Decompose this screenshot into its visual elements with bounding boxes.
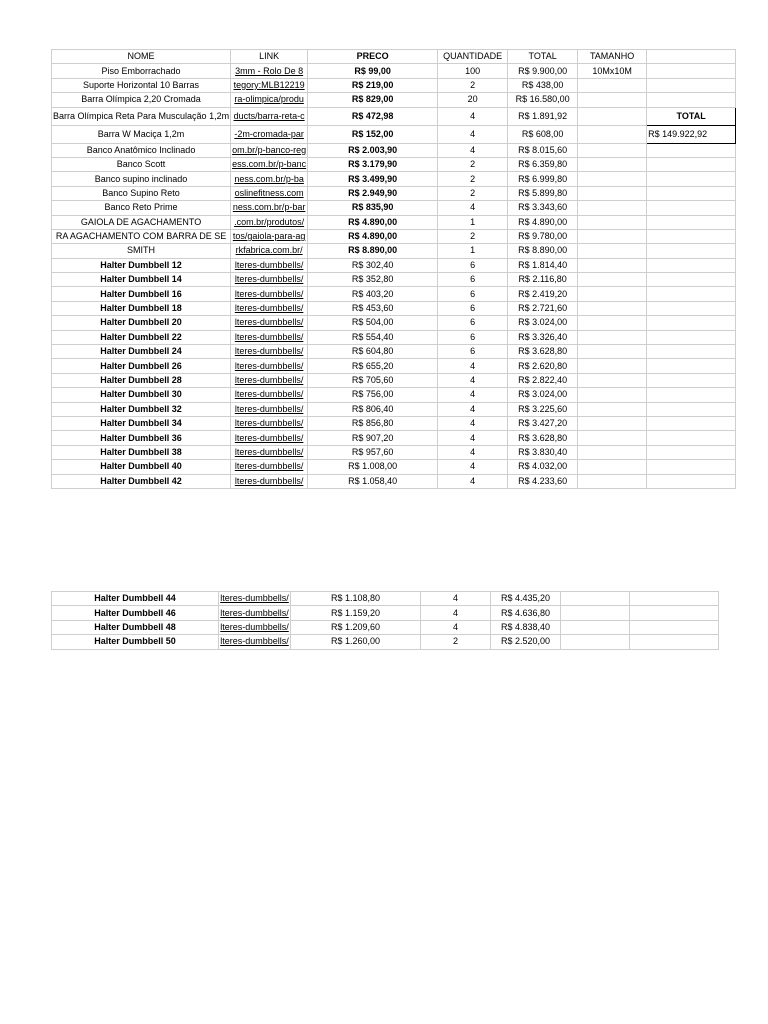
table-row [52,373,736,387]
summary-total-label: TOTAL [647,107,736,125]
cell-preco: R$ 152,00 [308,125,438,143]
table-row [52,359,736,373]
cell-preco: R$ 504,00 [308,316,438,330]
cell-nome: Halter Dumbbell 38 [52,445,231,459]
cell-preco: R$ 2.003,90 [308,143,438,157]
table-row [52,287,736,301]
cell-tamanho [578,186,647,200]
cell-nome: Barra W Maciça 1,2m [52,125,231,143]
cell-tamanho [578,445,647,459]
cell-total: R$ 2.419,20 [508,287,578,301]
cell-quantidade: 4 [438,373,508,387]
cell-preco: R$ 4.890,00 [308,229,438,243]
cell-link[interactable]: lteres-dumbbells/ [231,388,308,402]
empty-cell [647,64,736,78]
cell-tamanho [561,635,630,649]
cell-preco: R$ 352,80 [308,273,438,287]
cell-link[interactable]: -2m-cromada-par [231,125,308,143]
cell-tamanho [578,359,647,373]
table-row [52,215,736,229]
cell-tamanho [578,474,647,488]
cell-tamanho [578,258,647,272]
cell-nome: Banco Anatômico Inclinado [52,143,231,157]
cell-link[interactable]: lteres-dumbbells/ [231,258,308,272]
cell-quantidade: 4 [438,431,508,445]
cell-total: R$ 2.620,80 [508,359,578,373]
empty-cell [647,416,736,430]
header-total: TOTAL [508,50,578,64]
cell-nome: Halter Dumbbell 24 [52,345,231,359]
cell-quantidade: 4 [438,107,508,125]
cell-nome: Halter Dumbbell 34 [52,416,231,430]
cell-nome: Piso Emborrachado [52,64,231,78]
cell-quantidade: 1 [438,215,508,229]
empty-cell [647,460,736,474]
cell-preco: R$ 554,40 [308,330,438,344]
cell-nome: Halter Dumbbell 36 [52,431,231,445]
spreadsheet-table-page2 [51,591,719,650]
cell-link[interactable]: .com.br/produtos/ [231,215,308,229]
cell-quantidade: 4 [438,460,508,474]
cell-quantidade: 4 [438,388,508,402]
cell-total: R$ 1.814,40 [508,258,578,272]
cell-link[interactable]: om.br/p-banco-reg [231,143,308,157]
table-row [52,388,736,402]
cell-quantidade: 20 [438,93,508,107]
cell-total: R$ 3.427,20 [508,416,578,430]
cell-tamanho [578,431,647,445]
table-row [52,316,736,330]
cell-total: R$ 608,00 [508,125,578,143]
table-row [52,620,719,634]
table-row [52,273,736,287]
table-row [52,402,736,416]
table-row [52,592,719,606]
cell-total: R$ 3.225,60 [508,402,578,416]
cell-preco: R$ 756,00 [308,388,438,402]
cell-link[interactable]: lteres-dumbbells/ [231,373,308,387]
cell-preco: R$ 655,20 [308,359,438,373]
empty-cell [647,445,736,459]
cell-tamanho [578,143,647,157]
cell-preco: R$ 1.209,60 [291,620,421,634]
cell-quantidade: 2 [438,157,508,171]
table-row [52,186,736,200]
cell-quantidade: 6 [438,345,508,359]
cell-total: R$ 2.520,00 [491,635,561,649]
cell-tamanho [578,316,647,330]
table-row [52,64,736,78]
cell-total: R$ 2.116,80 [508,273,578,287]
cell-link[interactable]: lteres-dumbbells/ [231,330,308,344]
cell-quantidade: 4 [438,402,508,416]
cell-total: R$ 3.343,60 [508,201,578,215]
cell-total: R$ 2.721,60 [508,301,578,315]
cell-nome: Banco supino inclinado [52,172,231,186]
cell-nome: RA AGACHAMENTO COM BARRA DE SE [52,229,231,243]
empty-cell [630,606,719,620]
empty-cell [647,201,736,215]
cell-link[interactable]: ness.com.br/p-bar [231,201,308,215]
header-row [52,50,736,64]
table-row [52,172,736,186]
cell-quantidade: 4 [438,359,508,373]
cell-link[interactable]: 3mm - Rolo De 8 [231,64,308,78]
cell-quantidade: 6 [438,287,508,301]
cell-nome: Halter Dumbbell 48 [52,620,219,634]
cell-quantidade: 6 [438,316,508,330]
empty-cell [647,157,736,171]
cell-nome: Halter Dumbbell 46 [52,606,219,620]
empty-cell [647,474,736,488]
empty-cell [647,301,736,315]
cell-link[interactable]: lteres-dumbbells/ [219,592,291,606]
cell-link[interactable]: lteres-dumbbells/ [231,402,308,416]
cell-total: R$ 9.900,00 [508,64,578,78]
cell-preco: R$ 806,40 [308,402,438,416]
cell-quantidade: 100 [438,64,508,78]
empty-cell [630,592,719,606]
cell-link[interactable]: lteres-dumbbells/ [231,287,308,301]
empty-cell [647,244,736,258]
cell-tamanho [578,201,647,215]
cell-total: R$ 438,00 [508,78,578,92]
cell-link[interactable]: lteres-dumbbells/ [219,606,291,620]
header-preco: PRECO [308,50,438,64]
table-row [52,416,736,430]
cell-tamanho [578,301,647,315]
cell-nome: Halter Dumbbell 42 [52,474,231,488]
cell-total: R$ 4.890,00 [508,215,578,229]
cell-preco: R$ 604,80 [308,345,438,359]
cell-nome: Halter Dumbbell 12 [52,258,231,272]
cell-total: R$ 6.999,80 [508,172,578,186]
cell-link[interactable]: ra-olimpica/produ [231,93,308,107]
cell-tamanho [578,388,647,402]
cell-total: R$ 3.628,80 [508,345,578,359]
cell-preco: R$ 1.260,00 [291,635,421,649]
cell-preco: R$ 4.890,00 [308,215,438,229]
cell-preco: R$ 219,00 [308,78,438,92]
cell-tamanho [578,460,647,474]
empty-cell [647,330,736,344]
cell-link[interactable]: tos/gaiola-para-ag [231,229,308,243]
cell-nome: Halter Dumbbell 26 [52,359,231,373]
cell-total: R$ 5.899,80 [508,186,578,200]
cell-quantidade: 6 [438,273,508,287]
cell-preco: R$ 957,60 [308,445,438,459]
cell-nome: Halter Dumbbell 14 [52,273,231,287]
table-row [52,606,719,620]
table-row [52,330,736,344]
empty-cell [647,431,736,445]
cell-total: R$ 4.838,40 [491,620,561,634]
cell-tamanho [578,229,647,243]
table-row [52,107,736,125]
empty-cell [647,143,736,157]
cell-preco: R$ 99,00 [308,64,438,78]
cell-preco: R$ 453,60 [308,301,438,315]
empty-cell [647,359,736,373]
table-row [52,201,736,215]
cell-link[interactable]: tegory:MLB12219 [231,78,308,92]
cell-nome: Banco Reto Prime [52,201,231,215]
cell-tamanho: 10Mx10M [578,64,647,78]
cell-nome: Barra Olímpica 2,20 Cromada [52,93,231,107]
cell-tamanho [578,107,647,125]
cell-preco: R$ 1.058,40 [308,474,438,488]
cell-quantidade: 4 [438,416,508,430]
cell-tamanho [561,620,630,634]
table-row [52,157,736,171]
spreadsheet-body-page2 [52,592,719,650]
cell-nome: Halter Dumbbell 30 [52,388,231,402]
cell-total: R$ 3.326,40 [508,330,578,344]
cell-preco: R$ 1.108,80 [291,592,421,606]
cell-link[interactable]: ducts/barra-reta-c [231,107,308,125]
spreadsheet-body [52,50,736,489]
cell-quantidade: 2 [438,172,508,186]
empty-cell [647,93,736,107]
cell-quantidade: 6 [438,330,508,344]
cell-link[interactable]: lteres-dumbbells/ [231,445,308,459]
cell-tamanho [578,125,647,143]
cell-preco: R$ 8.890,00 [308,244,438,258]
cell-link[interactable]: lteres-dumbbells/ [231,431,308,445]
cell-total: R$ 3.024,00 [508,316,578,330]
cell-nome: Halter Dumbbell 18 [52,301,231,315]
table-row [52,143,736,157]
table-row [52,460,736,474]
cell-preco: R$ 1.008,00 [308,460,438,474]
header-tamanho: TAMANHO [578,50,647,64]
header-empty-cell [647,50,736,64]
empty-cell [647,287,736,301]
empty-cell [630,635,719,649]
cell-nome: GAIOLA DE AGACHAMENTO [52,215,231,229]
empty-cell [630,620,719,634]
table-row [52,445,736,459]
table-row [52,431,736,445]
cell-quantidade: 1 [438,244,508,258]
cell-quantidade: 4 [438,474,508,488]
cell-total: R$ 3.830,40 [508,445,578,459]
summary-total-value: R$ 149.922,92 [647,125,736,143]
empty-cell [647,373,736,387]
header-link: LINK [231,50,308,64]
table-row [52,229,736,243]
cell-nome: Halter Dumbbell 40 [52,460,231,474]
cell-link[interactable]: lteres-dumbbells/ [231,359,308,373]
cell-nome: Barra Olímpica Reta Para Musculação 1,2m [52,107,231,125]
cell-quantidade: 2 [438,78,508,92]
cell-tamanho [578,93,647,107]
cell-preco: R$ 705,60 [308,373,438,387]
cell-tamanho [578,416,647,430]
cell-link[interactable]: oslinefitness.com [231,186,308,200]
cell-preco: R$ 472,98 [308,107,438,125]
cell-total: R$ 2.822,40 [508,373,578,387]
table-row [52,474,736,488]
cell-link[interactable]: lteres-dumbbells/ [219,635,291,649]
cell-link[interactable]: lteres-dumbbells/ [231,416,308,430]
cell-link[interactable]: lteres-dumbbells/ [231,474,308,488]
cell-quantidade: 4 [421,620,491,634]
cell-link[interactable]: lteres-dumbbells/ [219,620,291,634]
cell-quantidade: 6 [438,258,508,272]
spreadsheet-table [51,49,736,489]
cell-link[interactable]: ness.com.br/p-ba [231,172,308,186]
cell-nome: Halter Dumbbell 22 [52,330,231,344]
cell-tamanho [578,402,647,416]
empty-cell [647,402,736,416]
cell-preco: R$ 302,40 [308,258,438,272]
cell-total: R$ 4.435,20 [491,592,561,606]
cell-tamanho [578,78,647,92]
cell-tamanho [578,215,647,229]
cell-total: R$ 9.780,00 [508,229,578,243]
cell-quantidade: 4 [438,445,508,459]
cell-link[interactable]: ess.com.br/p-banc [231,157,308,171]
cell-preco: R$ 3.179,90 [308,157,438,171]
cell-link[interactable]: rkfabrica.com.br/ [231,244,308,258]
cell-quantidade: 2 [421,635,491,649]
empty-cell [647,273,736,287]
empty-cell [647,316,736,330]
cell-tamanho [561,592,630,606]
cell-link[interactable]: lteres-dumbbells/ [231,460,308,474]
cell-quantidade: 4 [421,592,491,606]
cell-link[interactable]: lteres-dumbbells/ [231,316,308,330]
table-row [52,301,736,315]
header-nome: NOME [52,50,231,64]
cell-quantidade: 4 [421,606,491,620]
cell-link[interactable]: lteres-dumbbells/ [231,345,308,359]
cell-total: R$ 8.015,60 [508,143,578,157]
header-quantidade: QUANTIDADE [438,50,508,64]
empty-cell [647,186,736,200]
cell-nome: Halter Dumbbell 20 [52,316,231,330]
cell-total: R$ 8.890,00 [508,244,578,258]
cell-tamanho [578,244,647,258]
cell-nome: SMITH [52,244,231,258]
cell-nome: Halter Dumbbell 50 [52,635,219,649]
cell-total: R$ 16.580,00 [508,93,578,107]
cell-preco: R$ 3.499,90 [308,172,438,186]
table-row [52,345,736,359]
cell-nome: Banco Supino Reto [52,186,231,200]
empty-cell [647,229,736,243]
table-row [52,635,719,649]
cell-quantidade: 4 [438,125,508,143]
table-row [52,78,736,92]
cell-tamanho [578,373,647,387]
cell-nome: Suporte Horizontal 10 Barras [52,78,231,92]
empty-cell [647,78,736,92]
cell-total: R$ 1.891,92 [508,107,578,125]
cell-preco: R$ 1.159,20 [291,606,421,620]
empty-cell [647,215,736,229]
table-row [52,244,736,258]
cell-quantidade: 4 [438,143,508,157]
cell-tamanho [561,606,630,620]
cell-tamanho [578,287,647,301]
cell-total: R$ 6.359,80 [508,157,578,171]
cell-total: R$ 4.636,80 [491,606,561,620]
cell-nome: Halter Dumbbell 44 [52,592,219,606]
cell-nome: Banco Scott [52,157,231,171]
cell-total: R$ 4.233,60 [508,474,578,488]
cell-preco: R$ 2.949,90 [308,186,438,200]
cell-link[interactable]: lteres-dumbbells/ [231,273,308,287]
table-row [52,93,736,107]
cell-quantidade: 2 [438,186,508,200]
cell-nome: Halter Dumbbell 32 [52,402,231,416]
cell-total: R$ 3.024,00 [508,388,578,402]
cell-quantidade: 4 [438,201,508,215]
cell-nome: Halter Dumbbell 16 [52,287,231,301]
empty-cell [647,345,736,359]
cell-tamanho [578,157,647,171]
empty-cell [647,258,736,272]
cell-tamanho [578,345,647,359]
cell-tamanho [578,273,647,287]
cell-total: R$ 3.628,80 [508,431,578,445]
cell-tamanho [578,172,647,186]
cell-preco: R$ 835,90 [308,201,438,215]
cell-total: R$ 4.032,00 [508,460,578,474]
cell-tamanho [578,330,647,344]
cell-link[interactable]: lteres-dumbbells/ [231,301,308,315]
cell-quantidade: 6 [438,301,508,315]
empty-cell [647,172,736,186]
cell-preco: R$ 856,80 [308,416,438,430]
table-row [52,125,736,143]
table-row [52,258,736,272]
cell-preco: R$ 907,20 [308,431,438,445]
empty-cell [647,388,736,402]
cell-nome: Halter Dumbbell 28 [52,373,231,387]
cell-preco: R$ 829,00 [308,93,438,107]
cell-quantidade: 2 [438,229,508,243]
cell-preco: R$ 403,20 [308,287,438,301]
